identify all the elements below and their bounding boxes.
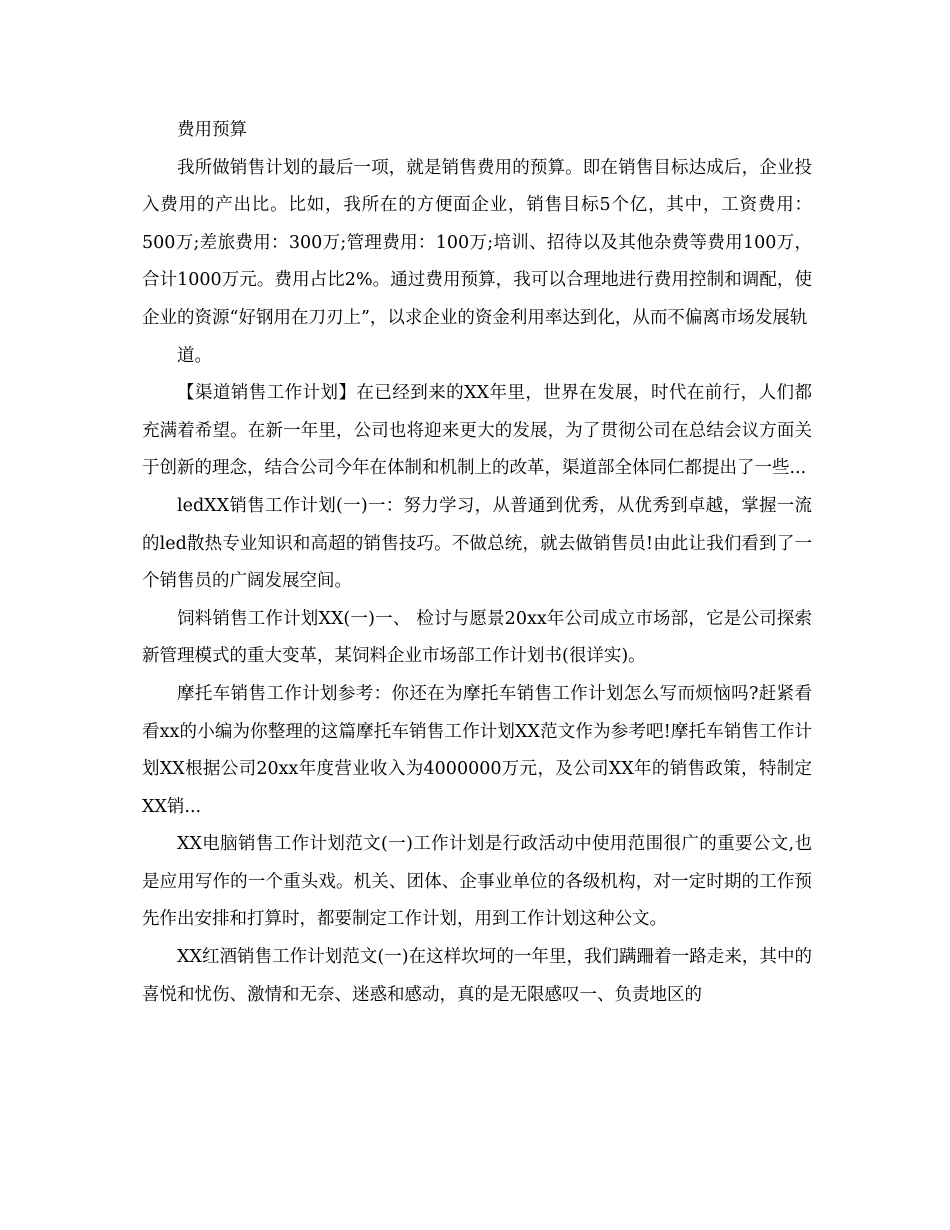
section-heading: 费用预算 xyxy=(177,120,247,140)
paragraph-feed-sales: 饲料销售工作计划XX(一)一、 检讨与愿景20xx年公司成立市场部，它是公司探索新管理模式的重大变革，某饲料企业市场部工作计划书(很详实)。 xyxy=(142,608,812,667)
paragraph-motorcycle-sales: 摩托车销售工作计划参考：你还在为摩托车销售工作计划怎么写而烦恼吗?赶紧看看xx的小编为你整理的这篇摩托车销售工作计划XX范文作为参考吧!摩托车销售工作计划XX根据公司20xx年度营业收入为4000000万元，及公司XX年的销售政策，特制定XX销... xyxy=(142,683,812,817)
paragraph-wine-sales: XX红酒销售工作计划范文(一)在这样坎坷的一年里，我们蹒跚着一路走来，其中的喜悦和忧伤、激情和无奈、迷惑和感动，真的是无限感叹一、负责地区的 xyxy=(142,947,812,1005)
paragraph-led-sales: ledXX销售工作计划(一)一：努力学习，从普通到优秀，从优秀到卓越，掌握一流的led散热专业知识和高超的销售技巧。不做总统，就去做销售员!由此让我们看到了一个销售员的广阔发展空间。 xyxy=(142,495,812,592)
paragraph-expense-budget: 我所做销售计划的最后一项，就是销售费用的预算。即在销售目标达成后，企业投入费用的产出比。比如，我所在的方便面企业，销售目标5个亿，其中，工资费用：500万;差旅费用：300万;管理费用：100万;培训、招待以及其他杂费等费用100万，合计1000万元。费用占比2%。通过费用预算，我可以合理地进行费用控制和调配，使企业的资源“好钢用在刀刃上”，以求企业的资金利用率达到化，从而不偏离市场发展轨 xyxy=(142,157,812,328)
paragraph-continuation: 道。 xyxy=(177,345,212,366)
paragraph-computer-sales: XX电脑销售工作计划范文(一)工作计划是行政活动中使用范围很广的重要公文,也是应用写作的一个重头戏。机关、团体、企事业单位的各级机构，对一定时期的工作预先作出安排和打算时，都要制定工作计划，用到工作计划这种公文。 xyxy=(142,834,812,930)
document-body xyxy=(142,112,812,1014)
paragraph-channel-sales: 【渠道销售工作计划】在已经到来的XX年里，世界在发展，时代在前行，人们都充满着希望。在新一年里，公司也将迎来更大的发展，为了贯彻公司在总结会议方面关于创新的理念，结合公司今年在体制和机制上的改革，渠道部全体同仁都提出了一些... xyxy=(142,383,812,479)
